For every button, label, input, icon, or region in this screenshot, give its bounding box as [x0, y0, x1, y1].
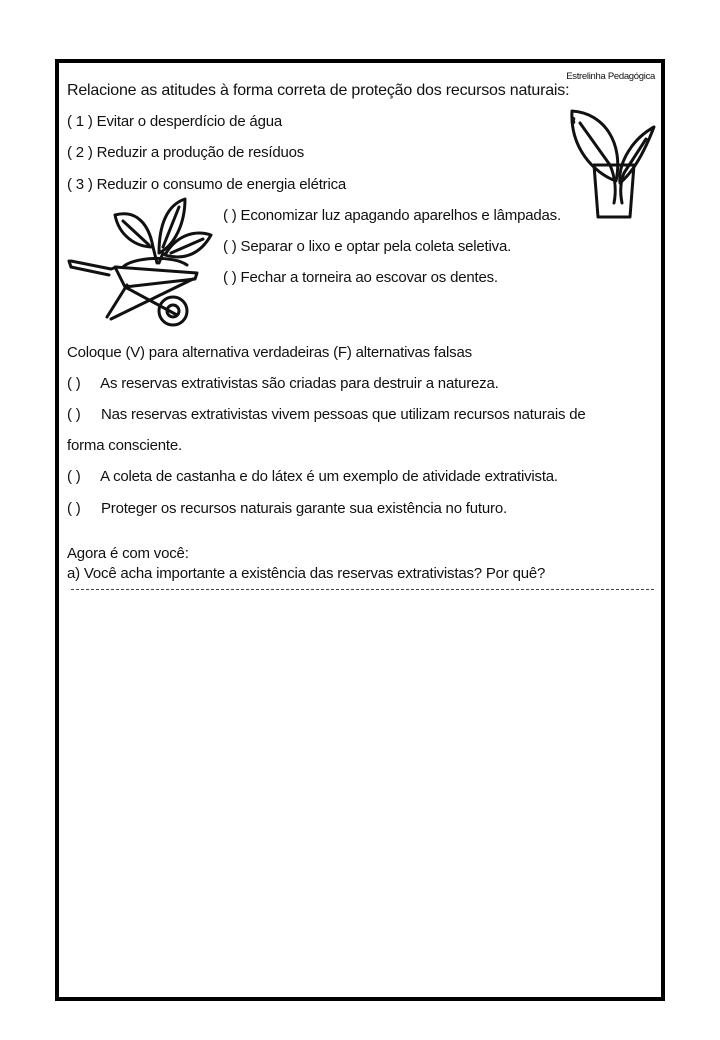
- credit-label: Estrelinha Pedagógica: [566, 71, 655, 82]
- tf-text: As reservas extrativistas são criadas para destruir a natureza.: [100, 375, 499, 392]
- tf-item-3: [67, 468, 558, 486]
- answer-blank[interactable]: ( ): [223, 238, 237, 255]
- tf-text: A coleta de castanha e do látex é um exemplo de atividade extrativista.: [100, 468, 558, 485]
- tf-blank[interactable]: ( ): [67, 375, 81, 392]
- tf-blank[interactable]: ( ): [67, 500, 81, 517]
- tf-item-2-continuation: forma consciente.: [67, 437, 182, 454]
- tf-blank[interactable]: ( ): [67, 406, 81, 423]
- section2-instruction: Coloque (V) para alternativa verdadeiras (F) alternativas falsas: [67, 344, 472, 361]
- wheelbarrow-plant-icon: [67, 195, 217, 329]
- option-1: ( 1 ) Evitar o desperdício de água: [67, 113, 282, 130]
- match-text: Separar o lixo e optar pela coleta seletiva.: [240, 238, 512, 255]
- tf-item-1: [67, 375, 499, 393]
- match-item-3: [223, 269, 498, 287]
- match-item-2: [223, 238, 511, 256]
- tf-text: Nas reservas extrativistas vivem pessoas que utilizam recursos naturais de: [100, 406, 586, 423]
- match-text: Economizar luz apagando aparelhos e lâmpadas.: [240, 207, 561, 224]
- section3-heading: Agora é com você:: [67, 545, 189, 562]
- tf-text: Proteger os recursos naturais garante sua existência no futuro.: [100, 500, 507, 517]
- answer-line[interactable]: [71, 589, 654, 590]
- match-text: Fechar a torneira ao escovar os dentes.: [240, 269, 498, 286]
- answer-blank[interactable]: ( ): [223, 207, 237, 224]
- section3-question: a) Você acha importante a existência das reservas extrativistas? Por quê?: [67, 565, 546, 582]
- option-2: ( 2 ) Reduzir a produção de resíduos: [67, 144, 305, 161]
- section1-instruction: Relacione as atitudes à forma correta de proteção dos recursos naturais:: [67, 82, 570, 99]
- match-item-1: [223, 207, 561, 225]
- potted-plant-icon: [564, 103, 659, 221]
- tf-item-2: [67, 406, 586, 424]
- answer-blank[interactable]: ( ): [223, 269, 237, 286]
- worksheet-frame: [55, 59, 665, 1001]
- tf-item-4: [67, 500, 507, 518]
- option-3: ( 3 ) Reduzir o consumo de energia elétrica: [67, 176, 347, 193]
- tf-blank[interactable]: ( ): [67, 468, 81, 485]
